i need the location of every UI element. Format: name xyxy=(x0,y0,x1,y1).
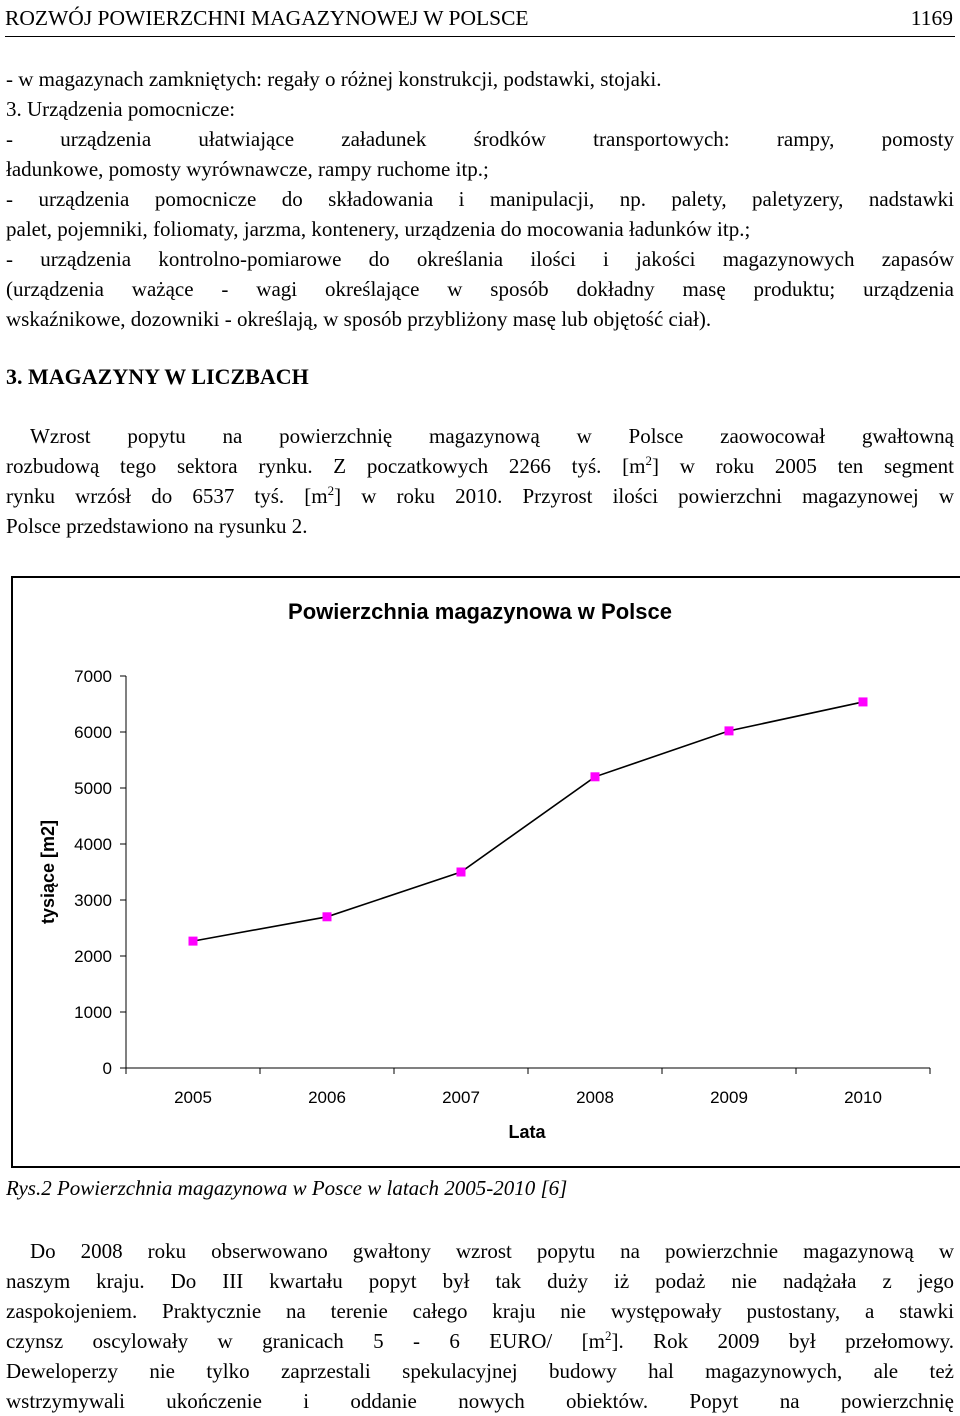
text-line: - urządzenia kontrolno-pomiarowe do określania ilości i jakości magazynowych zapasów xyxy=(6,247,954,271)
series-line xyxy=(193,702,863,941)
y-tick-label: 2000 xyxy=(74,947,112,966)
x-tick-label: 2009 xyxy=(710,1088,748,1107)
y-tick-label: 3000 xyxy=(74,891,112,910)
paragraph-line: rynku wrzósł do 6537 tyś. $[m^2]$ w roku 2010. Przyrost ilości powierzchni magazynowej w xyxy=(6,483,954,508)
data-point xyxy=(591,772,600,781)
figure-caption: Rys.2 Powierzchnia magazynowa w Posce w latach 2005-2010 [6] xyxy=(6,1176,568,1200)
text-line: palet, pojemniki, foliomaty, jarzma, kontenery, urządzenia do mocowania ładunków itp.; xyxy=(6,217,751,241)
data-point xyxy=(323,912,332,921)
page-number: 1169 xyxy=(910,6,953,30)
x-tick-label: 2010 xyxy=(844,1088,882,1107)
text-line: 3. Urządzenia pomocnicze: xyxy=(6,97,236,121)
text-line: - urządzenia pomocnicze do składowania i manipulacji, np. palety, paletyzery, nadstawki xyxy=(6,187,954,211)
x-tick-label: 2007 xyxy=(442,1088,480,1107)
x-tick-label: 2008 xyxy=(576,1088,614,1107)
x-tick-label: 2005 xyxy=(174,1088,212,1107)
y-tick-label: 5000 xyxy=(74,779,112,798)
y-tick-label: 4000 xyxy=(74,835,112,854)
text-line: (urządzenia ważące - wagi określające w sposób dokładny masę produktu; urządzenia xyxy=(6,277,954,301)
paragraph-line: rozbudową tego sektora rynku. Z poczatkowych 2266 tyś. $[m^2]$ w roku 2005 ten segment xyxy=(6,453,954,478)
paragraph-line: Deweloperzy nie tylko zaprzestali spekulacyjnej budowy hal magazynowych, ale też xyxy=(6,1359,954,1383)
paragraph-line: Wzrost popytu na powierzchnię magazynową w Polsce zaowocował gwałtowną xyxy=(30,424,954,448)
data-point xyxy=(457,868,466,877)
y-axis-label: tysiące [m2] xyxy=(38,819,58,925)
y-tick-label: 6000 xyxy=(74,723,112,742)
y-tick-label: 0 xyxy=(102,1059,112,1078)
data-point xyxy=(725,726,734,735)
paragraph-line: naszym kraju. Do III kwartału popyt był tak duży iż podaż nie nadążała z jego xyxy=(6,1269,954,1293)
paragraph-line: Polsce przedstawiono na rysunku 2. xyxy=(6,514,308,538)
section-heading: 3. MAGAZYNY W LICZBACH xyxy=(6,364,309,389)
chart-title: Powierzchnia magazynowa w Polsce xyxy=(288,599,672,624)
paragraph-line: Do 2008 roku obserwowano gwałtony wzrost popytu na powierzchnie magazynową w xyxy=(30,1239,954,1263)
running-header xyxy=(5,4,955,37)
x-axis-label: Lata xyxy=(508,1122,546,1142)
text-line: - urządzenia ułatwiające załadunek środków transportowych: rampy, pomosty xyxy=(6,127,954,151)
x-tick-label: 2006 xyxy=(308,1088,346,1107)
text-line: - w magazynach zamkniętych: regały o różnej konstrukcji, podstawki, stojaki. xyxy=(6,67,662,91)
y-tick-label: 7000 xyxy=(74,667,112,686)
data-point xyxy=(859,697,868,706)
paragraph-line: wstrzymywali ukończenie i oddanie nowych obiektów. Popyt na powierzchnię xyxy=(6,1389,954,1413)
paragraph-line: czynsz oscylowały w granicach 5 - 6 EURO/ $[m^2]$. Rok 2009 był przełomowy. xyxy=(6,1328,954,1353)
paragraph-line: zaspokojeniem. Praktycznie na terenie całego kraju nie występowały pustostany, a stawki xyxy=(6,1299,954,1323)
data-point xyxy=(189,937,198,946)
text-line: ładunkowe, pomosty wyrównawcze, rampy ruchome itp.; xyxy=(6,157,489,181)
text-line: wskaźnikowe, dozowniki - określają, w sposób przybliżony masę lub objętość ciał). xyxy=(6,307,712,331)
running-title: ROZWÓJ POWIERZCHNI MAGAZYNOWEJ W POLSCE xyxy=(5,6,529,30)
y-tick-label: 1000 xyxy=(74,1003,112,1022)
chart-frame xyxy=(12,577,960,1167)
